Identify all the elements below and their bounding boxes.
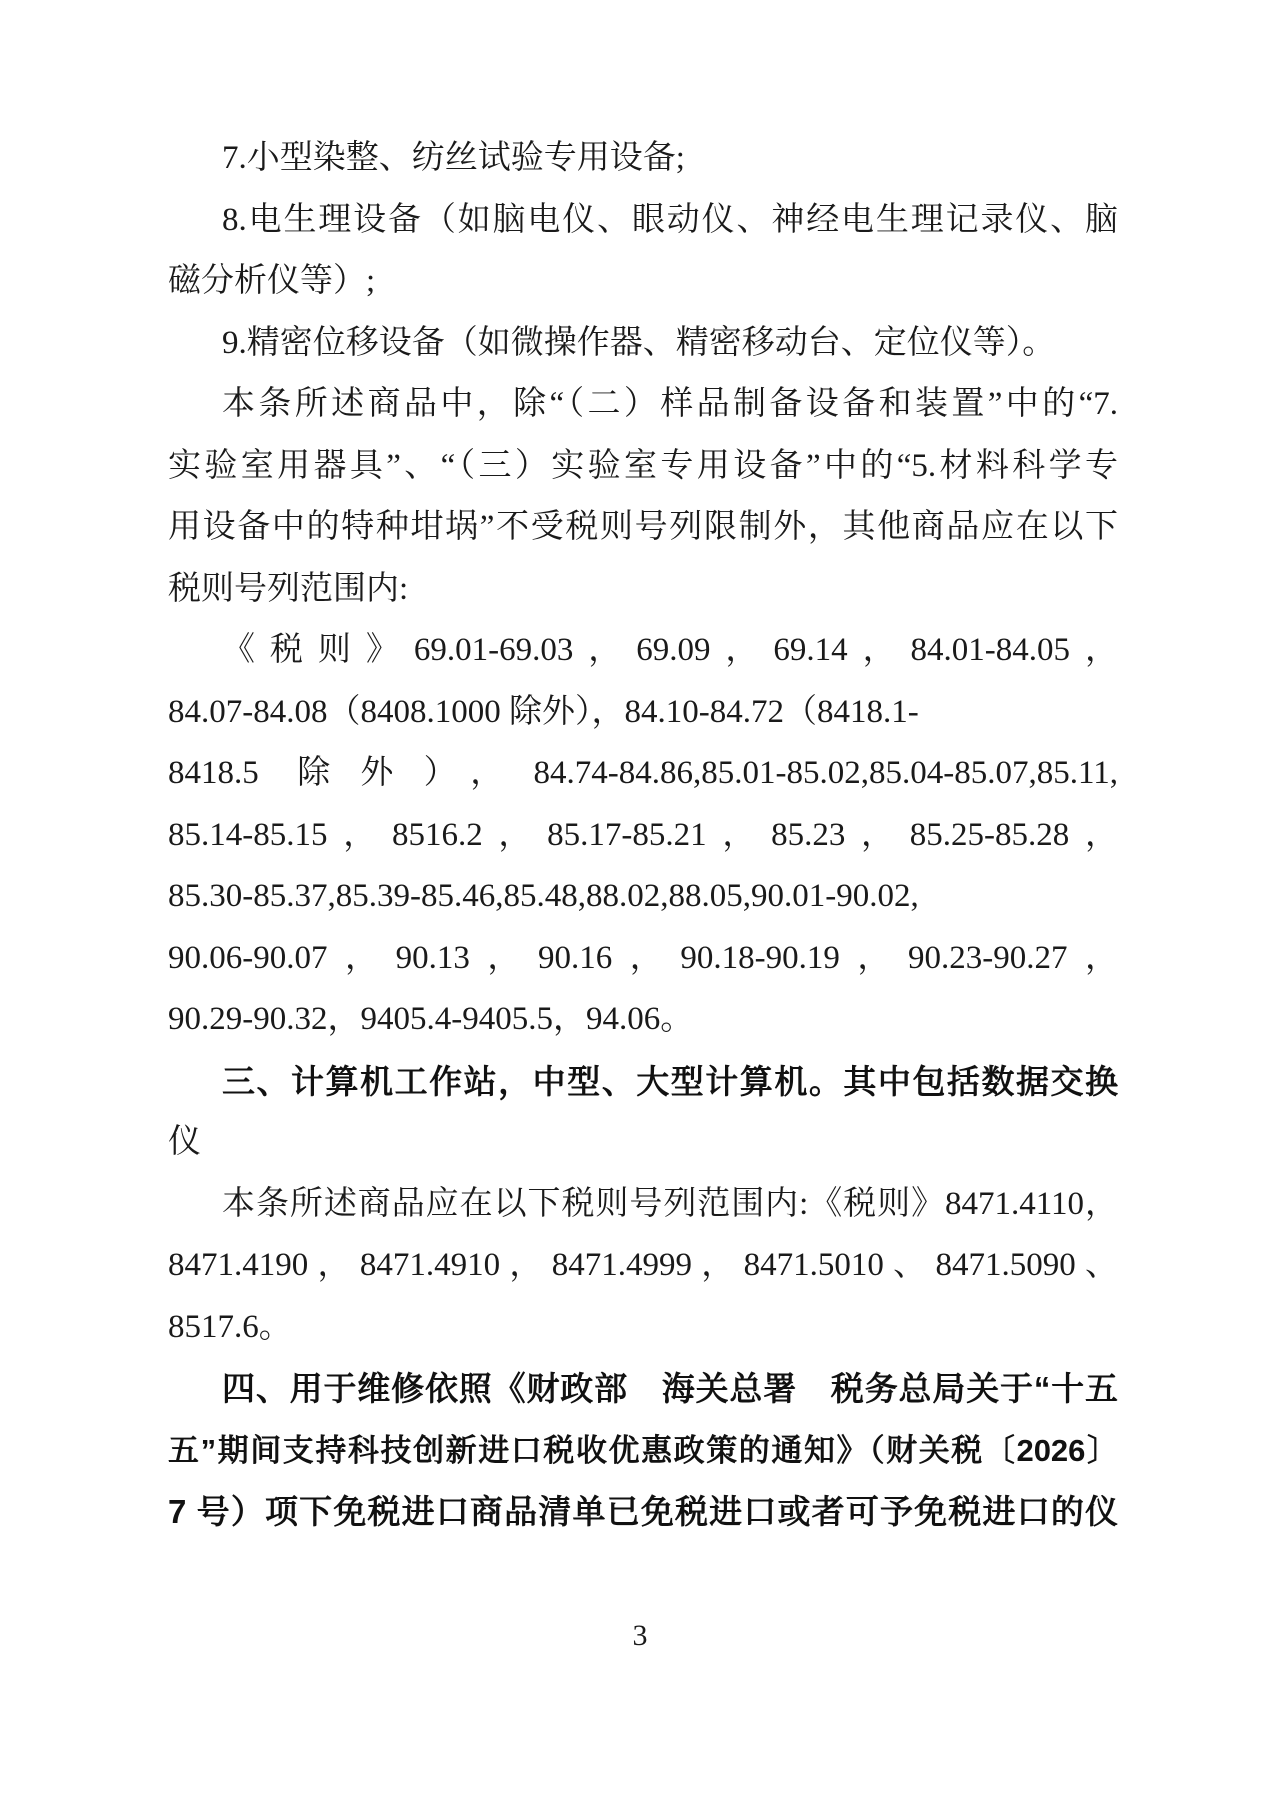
paragraph-scope-line-2: 实验室用器具”、“（三）实验室专用设备”中的“5.材料科学专 [168,447,1118,484]
page-number: 3 [632,1619,648,1652]
tariff-numbers-line-5: 85.30-85.37,85.39-85.46,85.48,88.02,88.05,90.01-90.02, [168,878,919,914]
section-3-tariff-line-3: 8517.6。 [168,1308,292,1345]
paragraph-scope-line-1: 本条所述商品中，除“（二）样品制备设备和装置”中的“7. [222,386,1118,422]
list-item-9: 9.精密位移设备（如微操作器、精密移动台、定位仪等）。 [222,324,1056,361]
tariff-numbers-line-7: 90.29-90.32，9405.4-9405.5，94.06。 [168,1001,694,1037]
paragraph-scope-line-3: 用设备中的特种坩埚”不受税则号列限制外，其他商品应在以下 [168,509,1118,545]
tariff-numbers-line-3: 8418.5 除外），84.74-84.86,85.01-85.02,85.04-85.07,85.11, [168,755,1118,791]
list-item-8-line-1: 8.电生理设备（如脑电仪、眼动仪、神经电生理记录仪、脑 [222,201,1118,238]
tariff-numbers-line-2: 84.07-84.08（8408.1000 除外），84.10-84.72（8418.1- [168,693,919,730]
document-body [168,128,1118,1543]
tariff-numbers-line-6: 90.06-90.07，90.13，90.16，90.18-90.19，90.23-90.27， [168,939,1118,976]
list-item-8-line-2: 磁分析仪等）; [168,263,376,299]
section-heading-4-line-2: 五”期间支持科技创新进口税收优惠政策的通知》（财关税〔2026〕 [168,1432,1118,1468]
section-3-tariff-line-2: 8471.4190，8471.4910，8471.4999，8471.5010、8471.5090、 [168,1247,1118,1283]
section-heading-4-line-3: 7 号）项下免税进口商品清单已免税进口或者可予免税进口的仪 [168,1493,1118,1530]
section-3-tariff-line-1: 本条所述商品应在以下税则号列范围内:《税则》8471.4110， [222,1185,1118,1222]
tariff-numbers-line-4: 85.14-85.15，8516.2，85.17-85.21，85.23，85.25-85.28， [168,816,1118,853]
tariff-numbers-line-1: 《税则》69.01-69.03，69.09，69.14，84.01-84.05， [222,632,1118,668]
list-item-7: 7.小型染整、纺丝试验专用设备; [222,140,685,176]
section-heading-3-line-1: 三、计算机工作站，中型、大型计算机。其中包括数据交换 [222,1062,1118,1100]
paragraph-scope-line-4: 税则号列范围内: [168,570,409,607]
section-heading-4-line-1: 四、用于维修依照《财政部 海关总署 税务总局关于“十五 [222,1370,1118,1407]
section-heading-3-line-2: 仪 [168,1124,201,1160]
